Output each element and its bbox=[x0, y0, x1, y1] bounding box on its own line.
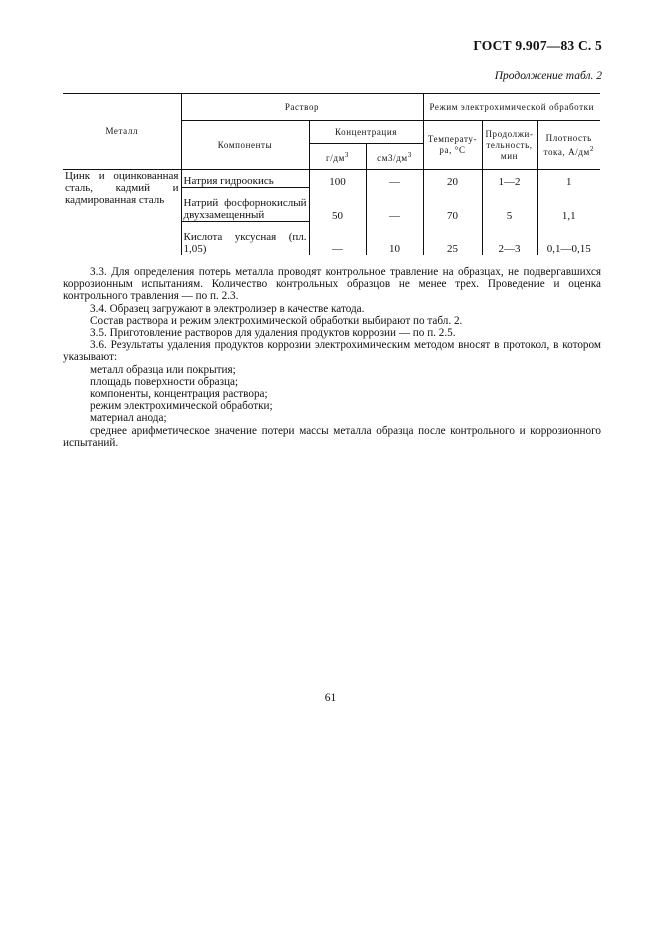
body-text bbox=[63, 266, 601, 449]
protocol-item: материал анода; bbox=[90, 412, 167, 425]
protocol-item: металл образца или покрытия; bbox=[90, 363, 236, 376]
row-3-cm: 10 bbox=[366, 222, 423, 255]
paragraph-solution-choice: Состав раствора и режим электрохимической обработки выбирают по табл. 2. bbox=[90, 314, 463, 327]
row-1-component: Натрия гидроокись bbox=[181, 170, 309, 188]
row-2-time: 5 bbox=[482, 188, 537, 222]
row-1-density: 1 bbox=[537, 170, 600, 188]
page-number: 61 bbox=[324, 692, 337, 704]
paragraph-3-3: 3.3. Для определения потерь металла проводят контрольное травление на образцах, не подвергавшихся коррозионным испытаниям. Количество контрольных образцов не менее трех. Проведение и оценка контрольного травления — по п. 2.3. bbox=[63, 266, 601, 303]
row-2-temp: 70 bbox=[423, 188, 482, 222]
row-2-cm: — bbox=[366, 188, 423, 222]
page-header: ГОСТ 9.907—83 С. 5 bbox=[473, 38, 602, 53]
protocol-item: среднее арифметическое значение потери массы металла образца после контрольного и коррозионного испытаний. bbox=[63, 424, 601, 449]
row-3-g: — bbox=[309, 222, 366, 255]
protocol-item: компоненты, концентрация раствора; bbox=[90, 388, 268, 401]
table-caption: Продолжение табл. 2 bbox=[494, 70, 602, 82]
row-3-component: Кислота уксусная (пл. 1,05) bbox=[181, 222, 309, 255]
row-1-time: 1—2 bbox=[482, 170, 537, 188]
row-2-g: 50 bbox=[309, 188, 366, 222]
paragraph-3-5: 3.5. Приготовление растворов для удаления продуктов коррозии — по п. 2.5. bbox=[90, 327, 456, 340]
metal-cell: Цинк и оцинкованная сталь, кадмий и кадмированная сталь bbox=[65, 170, 179, 206]
row-1-temp: 20 bbox=[423, 170, 482, 188]
header-solution: Раствор bbox=[181, 94, 423, 121]
header-mode: Режим электрохимической обработки bbox=[423, 94, 600, 121]
header-components: Компоненты bbox=[181, 121, 309, 170]
paragraph-3-4: 3.4. Образец загружают в электролизер в качестве катода. bbox=[90, 302, 365, 315]
header-concentration: Концентрация bbox=[309, 121, 423, 144]
row-3-time: 2—3 bbox=[482, 222, 537, 255]
row-3-density: 0,1—0,15 bbox=[537, 222, 600, 255]
row-3-temp: 25 bbox=[423, 222, 482, 255]
header-unit-g: $г/дм^3$ bbox=[309, 144, 366, 170]
row-1-g: 100 bbox=[309, 170, 366, 188]
row-1-cm: — bbox=[366, 170, 423, 188]
header-metal: Металл bbox=[63, 94, 181, 170]
data-table bbox=[63, 93, 600, 255]
paragraph-3-6: 3.6. Результаты удаления продуктов коррозии электрохимическим методом вносят в протокол, в котором указывают: bbox=[63, 339, 601, 364]
header-duration: Продолжи-тельность, мин bbox=[482, 121, 537, 170]
header-temperature: Температу-ра, °С bbox=[423, 121, 482, 170]
header-unit-cm: $см3/дм^3$ bbox=[366, 144, 423, 170]
protocol-item: режим электрохимической обработки; bbox=[90, 400, 273, 413]
row-2-component: Натрий фосфорнокислый двухзамещенный bbox=[181, 188, 309, 222]
protocol-item: площадь поверхности образца; bbox=[90, 375, 239, 388]
header-density: Плотность тока, $А/дм^2$ bbox=[537, 121, 600, 170]
row-2-density: 1,1 bbox=[537, 188, 600, 222]
